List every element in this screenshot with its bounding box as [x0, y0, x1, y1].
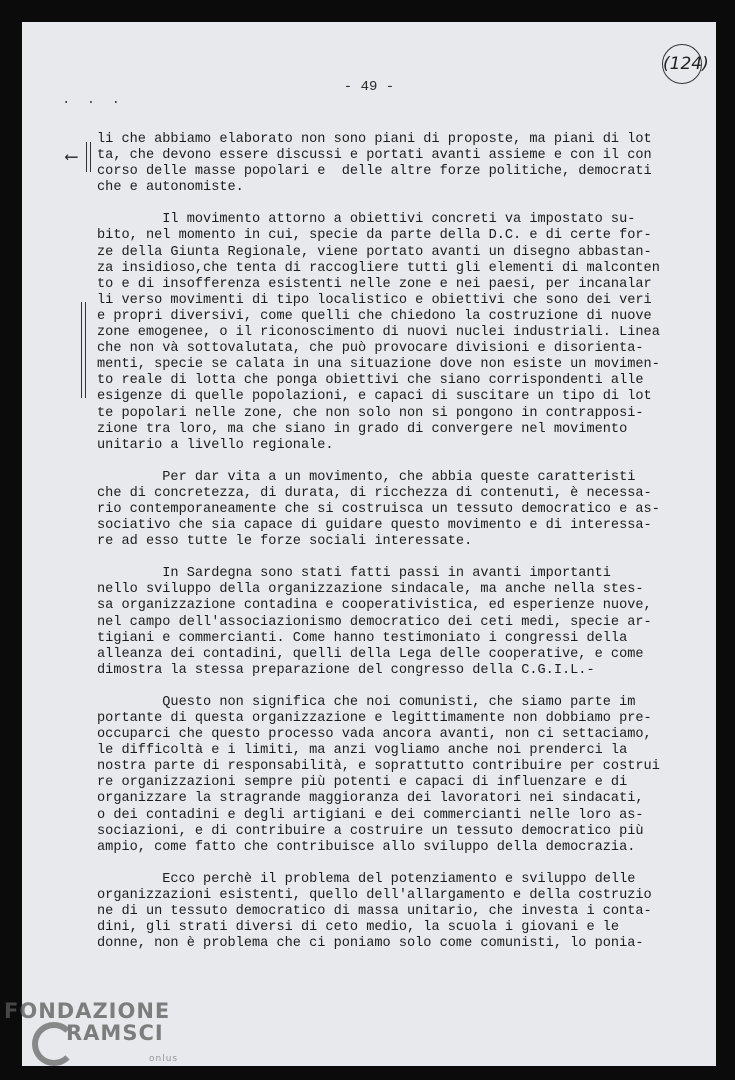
margin-dots: . . . — [62, 92, 125, 108]
document-page — [22, 22, 716, 1066]
text-line: occuparci che questo processo vada ancora avanti, non ci settaciamo, — [97, 727, 652, 743]
text-line: re organizzazioni sempre più potenti e capaci di influenzare e di — [97, 775, 628, 791]
text-line: ampio, come fatto che contribuisce allo sviluppo della democrazia. — [97, 839, 636, 855]
text-line: nel campo dell'associazionismo democratico dei ceti medi, specie ar- — [97, 614, 652, 630]
text-line: to e di insofferenza esistenti nelle zone e nei paesi, per incanalar — [97, 276, 652, 292]
text-line: zione tra loro, ma che siano in grado di convergere nel movimento — [97, 421, 628, 437]
text-line: Ecco perchè il problema del potenziamento e sviluppo delle — [97, 871, 636, 887]
watermark-line-1: FONDAZIONE — [4, 999, 171, 1023]
text-line: te popolari nelle zone, che non solo non si pongono in contrapposi- — [97, 405, 644, 421]
text-line: In Sardegna sono stati fatti passi in avanti importanti — [97, 566, 611, 582]
text-line: bito, nel momento in cui, specie da parte della D.C. e di certe for- — [97, 228, 652, 244]
text-line: che e autonomiste. — [97, 180, 244, 196]
body-text — [97, 132, 697, 968]
text-line: rio contemporaneamente che si costruisca un tessuto democratico e as- — [97, 501, 660, 517]
text-line: dini, gli strati diversi di ceto medio, la scuola i giovani e le — [97, 920, 620, 936]
text-line: Il movimento attorno a obiettivi concreti va impostato su- — [97, 212, 636, 228]
text-line: tigiani e commercianti. Come hanno testimoniato i congressi della — [97, 630, 628, 646]
text-line: nostra parte di responsabilità, e soprattutto contribuire per costrui — [97, 759, 660, 775]
text-line: portante di questa organizzazione e legittimamente non dobbiamo pre- — [97, 711, 652, 726]
text-line: ne di un tessuto democratico di massa unitario, che investa i conta- — [97, 904, 652, 920]
text-line: sa organizzazione contadina e cooperativistica, ed esperienze nuove, — [97, 598, 652, 614]
text-line: corso delle masse popolari e delle altre forze politiche, democrati — [97, 164, 652, 180]
text-line: organizzazioni esistenti, quello dell'allargamento e della costruzio — [97, 887, 652, 903]
margin-double-bar-section — [81, 302, 86, 398]
text-line: che di concretezza, di durata, di ricchezza di contenuti, è necessa- — [97, 485, 652, 501]
margin-insert-mark: ⟵ — [66, 148, 77, 168]
text-line: menti, specie se calata in una situazione dove non esiste un movimen- — [97, 357, 660, 373]
text-line: sociativo che sia capace di guidare questo movimento e di interessa- — [97, 518, 652, 534]
text-line: organizzare la stragrande maggioranza dei lavoratori nei sindacati, — [97, 791, 644, 807]
text-line: Per dar vita a un movimento, che abbia queste caratteristi — [97, 469, 636, 485]
text-line: alleanza dei contadini, quelli della Lega delle cooperative, e come — [97, 646, 644, 662]
text-line: nello sviluppo della organizzazione sindacale, ma anche nella stes- — [97, 582, 644, 598]
text-line: Questo non significa che noi comunisti, che siamo parte im — [97, 694, 636, 710]
paragraph-5 — [97, 695, 697, 856]
fondazione-gramsci-watermark — [4, 999, 179, 1064]
paragraph-3 — [97, 470, 697, 550]
text-line: dimostra la stessa preparazione del congresso della C.G.I.L.- — [97, 662, 595, 678]
text-line: che non và sottovalutata, che può provocare divisioni e disorienta- — [97, 341, 644, 357]
margin-double-bar-top — [86, 142, 91, 172]
text-line: unitario a livello regionale. — [97, 437, 334, 453]
watermark-g-logo-icon — [32, 1022, 76, 1066]
text-line: e propri diversivi, come quelli che chiedono la costruzione di nuove — [97, 308, 652, 324]
text-line: sociazioni, e di contribuire a costruire un tessuto democratico più — [97, 823, 644, 839]
page-number: - 49 - — [343, 79, 395, 95]
text-line: li verso movimenti di tipo localistico e obiettivi che sono dei veri — [97, 292, 652, 308]
text-line: o dei contadini e degli artigiani e dei commercianti nelle loro as- — [97, 807, 644, 823]
text-line: re ad esso tutte le forze sociali interessate. — [97, 534, 473, 550]
text-line: esigenze di quelle popolazioni, e capaci di suscitare un tipo di lot — [97, 389, 652, 405]
text-line: donne, non è problema che ci poniamo solo come comunisti, lo ponia- — [97, 936, 644, 952]
text-line: zone emogenee, o il riconoscimento di nuovi nuclei industriali. Linea — [97, 325, 660, 341]
text-line: za insidioso,che tenta di raccogliere tutti gli elementi di malconten — [97, 260, 660, 276]
text-line: li che abbiamo elaborato non sono piani di proposte, ma piani di lot — [97, 132, 652, 147]
text-line: ze della Giunta Regionale, viene portato avanti un disegno abbastan- — [97, 244, 652, 260]
archive-number-stamp: (124) — [662, 44, 702, 84]
paragraph-6 — [97, 872, 697, 952]
text-line: ta, che devono essere discussi e portati avanti assieme e con il con — [97, 148, 652, 164]
paragraph-4 — [97, 566, 697, 679]
paragraph-2 — [97, 212, 697, 453]
watermark-line-2: RAMSCI — [66, 1021, 164, 1045]
text-line: to reale di lotta che ponga obiettivi che siano corrispondenti alle — [97, 373, 644, 389]
paragraph-1 — [97, 132, 697, 196]
watermark-suffix: onlus — [149, 1054, 179, 1064]
text-line: le difficoltà e i limiti, ma anzi vogliamo anche noi prenderci la — [97, 743, 628, 759]
